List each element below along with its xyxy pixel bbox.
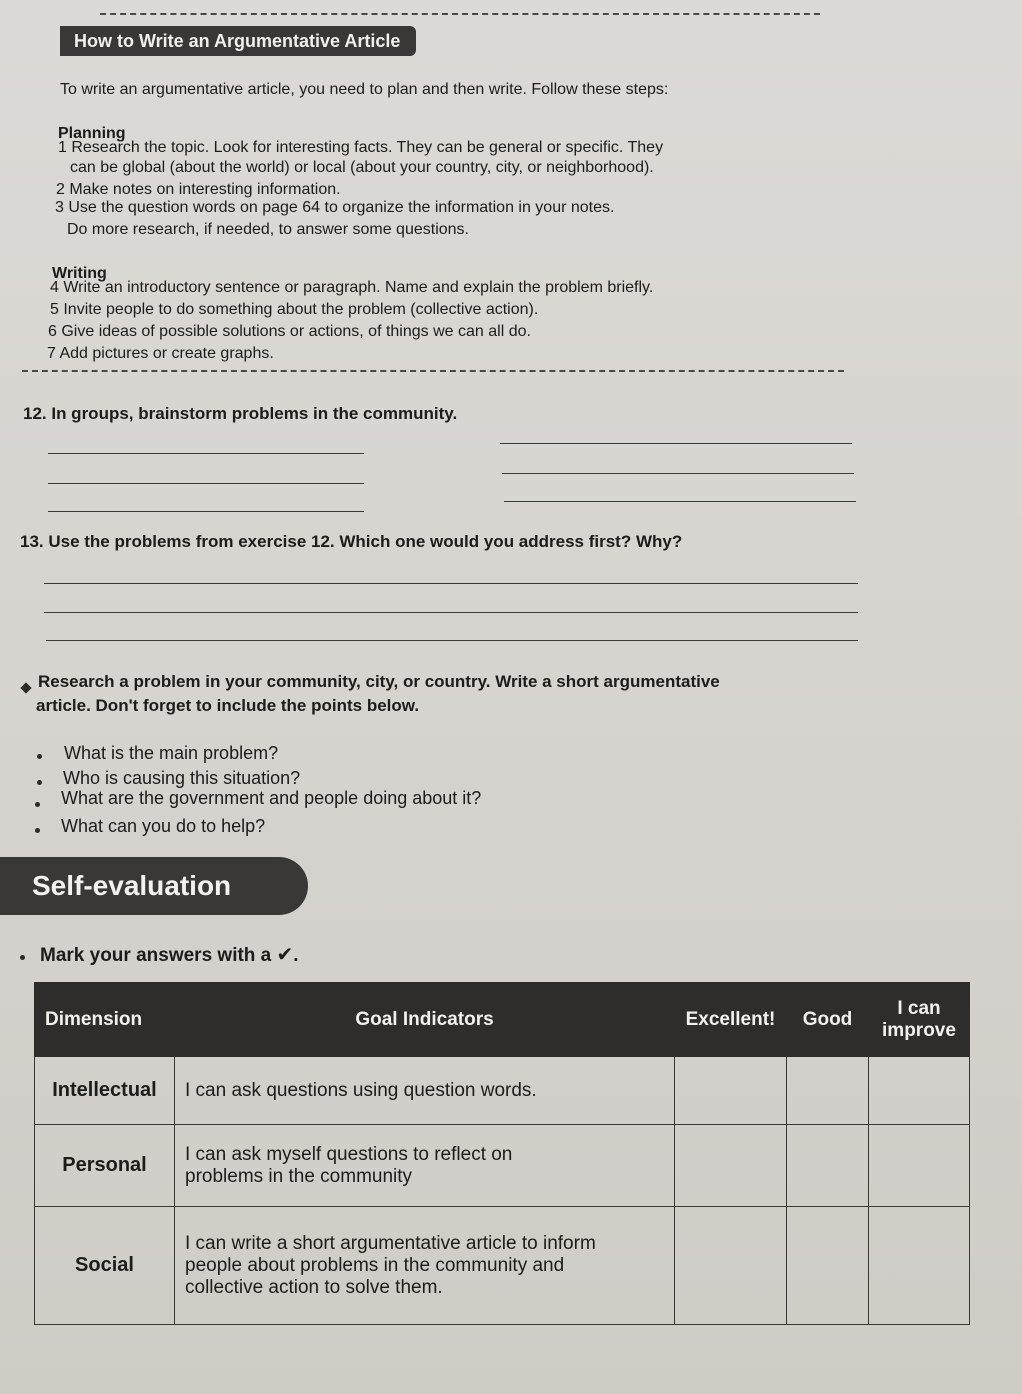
writing-step-7: 7 Add pictures or create graphs. [47, 345, 274, 362]
answer-line[interactable] [46, 640, 858, 641]
table-row [35, 1207, 970, 1325]
header-good: Good [787, 983, 869, 1057]
instruction-text: Mark your answers with a [40, 945, 272, 966]
bullet-icon [20, 955, 25, 960]
goal-cell: I can ask questions using question words. [175, 1057, 675, 1125]
dimension-cell: Intellectual [35, 1057, 175, 1125]
bullet-icon [37, 754, 42, 759]
bullet-icon [35, 828, 40, 833]
planning-step-1: 1 Research the topic. Look for interesting facts. They can be general or specific. They [58, 139, 664, 156]
research-task-line-2: article. Don't forget to include the points below. [36, 696, 420, 715]
improve-check-cell[interactable] [869, 1057, 970, 1125]
header-improve: I can improve [869, 983, 970, 1057]
top-divider [100, 13, 820, 15]
research-point-4: What can you do to help? [61, 816, 266, 836]
article-intro: To write an argumentative article, you need to plan and then write. Follow these steps: [60, 81, 669, 98]
planning-heading: Planning [58, 125, 126, 142]
answer-line[interactable] [44, 612, 858, 613]
section-divider [22, 370, 844, 372]
answer-line[interactable] [44, 583, 858, 584]
planning-step-1-cont: can be global (about the world) or local (about your country, city, or neighborhood). [70, 159, 654, 176]
research-point-3: What are the government and people doing about it? [61, 788, 482, 808]
table-header-row [35, 983, 970, 1057]
table-row [35, 1125, 970, 1207]
table-row [35, 1057, 970, 1125]
header-excellent: Excellent! [675, 983, 787, 1057]
writing-step-6: 6 Give ideas of possible solutions or actions, of things we can all do. [48, 323, 531, 340]
excellent-check-cell[interactable] [675, 1207, 787, 1325]
self-evaluation-banner: Self-evaluation [0, 857, 308, 915]
checkmark-icon: ✔ [276, 944, 294, 966]
answer-line[interactable] [504, 501, 856, 502]
exercise-13-prompt: 13. Use the problems from exercise 12. Which one would you address first? Why? [20, 532, 683, 551]
good-check-cell[interactable] [787, 1057, 869, 1125]
diamond-bullet-icon [20, 682, 31, 693]
writing-heading: Writing [52, 265, 107, 282]
excellent-check-cell[interactable] [675, 1125, 787, 1207]
improve-check-cell[interactable] [869, 1207, 970, 1325]
answer-line[interactable] [48, 483, 364, 484]
answer-line[interactable] [48, 511, 364, 512]
goal-cell: I can ask myself questions to reflect on problems in the community [175, 1125, 675, 1207]
improve-check-cell[interactable] [869, 1125, 970, 1207]
writing-step-4: 4 Write an introductory sentence or paragraph. Name and explain the problem briefly. [50, 279, 654, 296]
planning-step-2: 2 Make notes on interesting information. [56, 181, 341, 198]
article-title: How to Write an Argumentative Article [60, 26, 416, 56]
answer-line[interactable] [500, 443, 852, 444]
self-evaluation-table [34, 982, 970, 1325]
planning-step-3-cont: Do more research, if needed, to answer some questions. [67, 221, 469, 238]
header-goal-indicators: Goal Indicators [175, 983, 675, 1057]
bullet-icon [37, 780, 42, 785]
bullet-icon [35, 802, 40, 807]
writing-step-5: 5 Invite people to do something about the problem (collective action). [50, 301, 539, 318]
answer-line[interactable] [48, 453, 364, 454]
goal-cell: I can write a short argumentative article to inform people about problems in the community and collective action to solve them. [175, 1207, 675, 1325]
self-evaluation-instruction: Mark your answers with a ✔. [40, 944, 299, 966]
dimension-cell: Social [35, 1207, 175, 1325]
good-check-cell[interactable] [787, 1207, 869, 1325]
excellent-check-cell[interactable] [675, 1057, 787, 1125]
dimension-cell: Personal [35, 1125, 175, 1207]
answer-line[interactable] [502, 473, 854, 474]
exercise-12-prompt: 12. In groups, brainstorm problems in the community. [23, 404, 458, 423]
planning-step-3: 3 Use the question words on page 64 to organize the information in your notes. [55, 199, 615, 216]
research-point-1: What is the main problem? [64, 743, 279, 763]
research-point-2: Who is causing this situation? [63, 768, 301, 788]
header-dimension: Dimension [35, 983, 175, 1057]
research-task-line-1: Research a problem in your community, city, or country. Write a short argumentative [38, 672, 720, 691]
good-check-cell[interactable] [787, 1125, 869, 1207]
